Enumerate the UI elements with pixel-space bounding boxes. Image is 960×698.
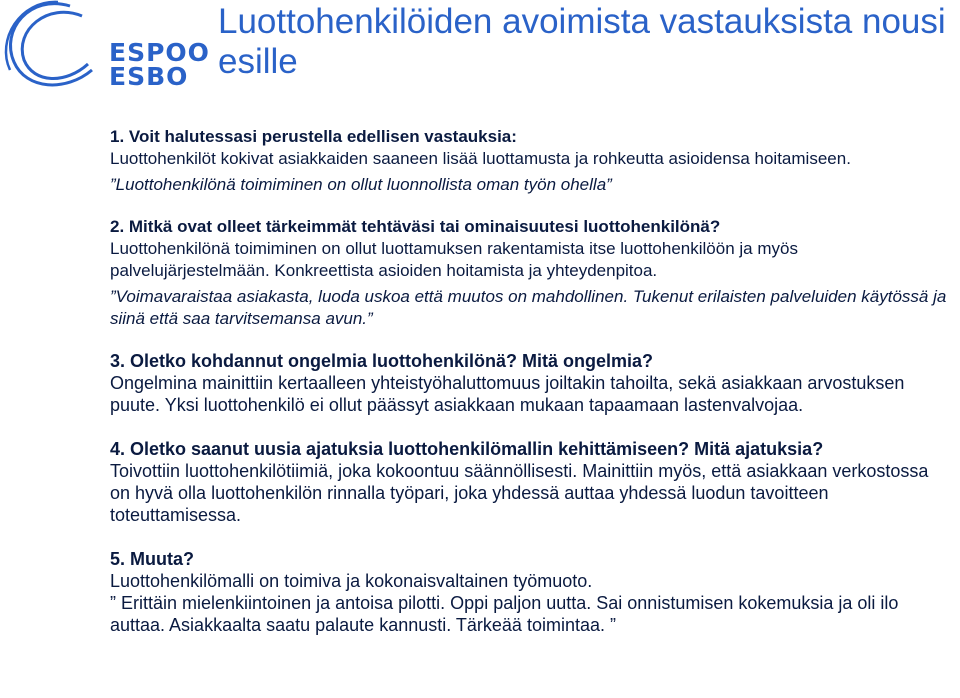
section-2 bbox=[110, 216, 950, 330]
section-5 bbox=[110, 548, 950, 636]
section-body: Ongelmina mainittiin kertaalleen yhteistyöhaluttomuus joiltakin tahoilta, sekä asiakkaan arvostuksen puute. Yksi luottohenkilö ei ollut päässyt asiakkaan mukaan tapaamaan lastenvalvojaa. bbox=[110, 373, 905, 415]
logo-text-espoo: ESPOO bbox=[109, 38, 210, 67]
section-body: Luottohenkilömalli on toimiva ja kokonaisvaltainen työmuoto. bbox=[110, 571, 593, 591]
section-4 bbox=[110, 438, 950, 526]
section-question: 1. Voit halutessasi perustella edellisen vastauksia: bbox=[110, 127, 517, 146]
section-quote: ” Erittäin mielenkiintoinen ja antoisa pilotti. Oppi paljon uutta. Sai onnistumisen kokemuksia ja oli ilo auttaa. Asiakkaalta saatu palaute kannusti. Tärkeää toimintaa. ” bbox=[110, 593, 899, 635]
espoo-logo bbox=[0, 0, 210, 100]
section-question: 4. Oletko saanut uusia ajatuksia luottohenkilömallin kehittämiseen? Mitä ajatuksia? bbox=[110, 439, 824, 459]
section-quote: ”Voimavaraistaa asiakasta, luoda uskoa että muutos on mahdollinen. Tukenut erilaisten palveluiden käytössä ja siinä että saa tarvitsemansa avun.” bbox=[110, 287, 947, 328]
section-body: Toivottiin luottohenkilötiimiä, joka kokoontuu säännöllisesti. Mainittiin myös, että asiakkaan verkostossa on hyvä olla luottohenkilön rinnalla työpari, joka yhdessä auttaa yhdessä luodun tavoitteen toteuttamisessa. bbox=[110, 461, 929, 525]
section-question: 5. Muuta? bbox=[110, 549, 194, 569]
section-question: 2. Mitkä ovat olleet tärkeimmät tehtäväsi tai ominaisuutesi luottohenkilönä? bbox=[110, 217, 721, 236]
logo-text-esbo: ESBO bbox=[109, 62, 189, 91]
section-question: 3. Oletko kohdannut ongelmia luottohenkilönä? Mitä ongelmia? bbox=[110, 351, 654, 371]
section-body: Luottohenkilöt kokivat asiakkaiden saaneen lisää luottamusta ja rohkeutta asioidensa hoitamiseen. bbox=[110, 149, 851, 168]
logo-swirl-icon bbox=[0, 0, 110, 100]
section-quote: ”Luottohenkilönä toimiminen on ollut luonnollista oman työn ohella” bbox=[110, 175, 612, 194]
content bbox=[110, 126, 950, 636]
page-title: Luottohenkilöiden avoimista vastauksista nousi esille bbox=[218, 2, 946, 81]
section-body: Luottohenkilönä toimiminen on ollut luottamuksen rakentamista itse luottohenkilöön ja myös palvelujärjestelmään. Konkreettista asioiden hoitamista ja yhteydenpitoa. bbox=[110, 239, 798, 280]
section-1 bbox=[110, 126, 950, 196]
section-3 bbox=[110, 350, 950, 416]
